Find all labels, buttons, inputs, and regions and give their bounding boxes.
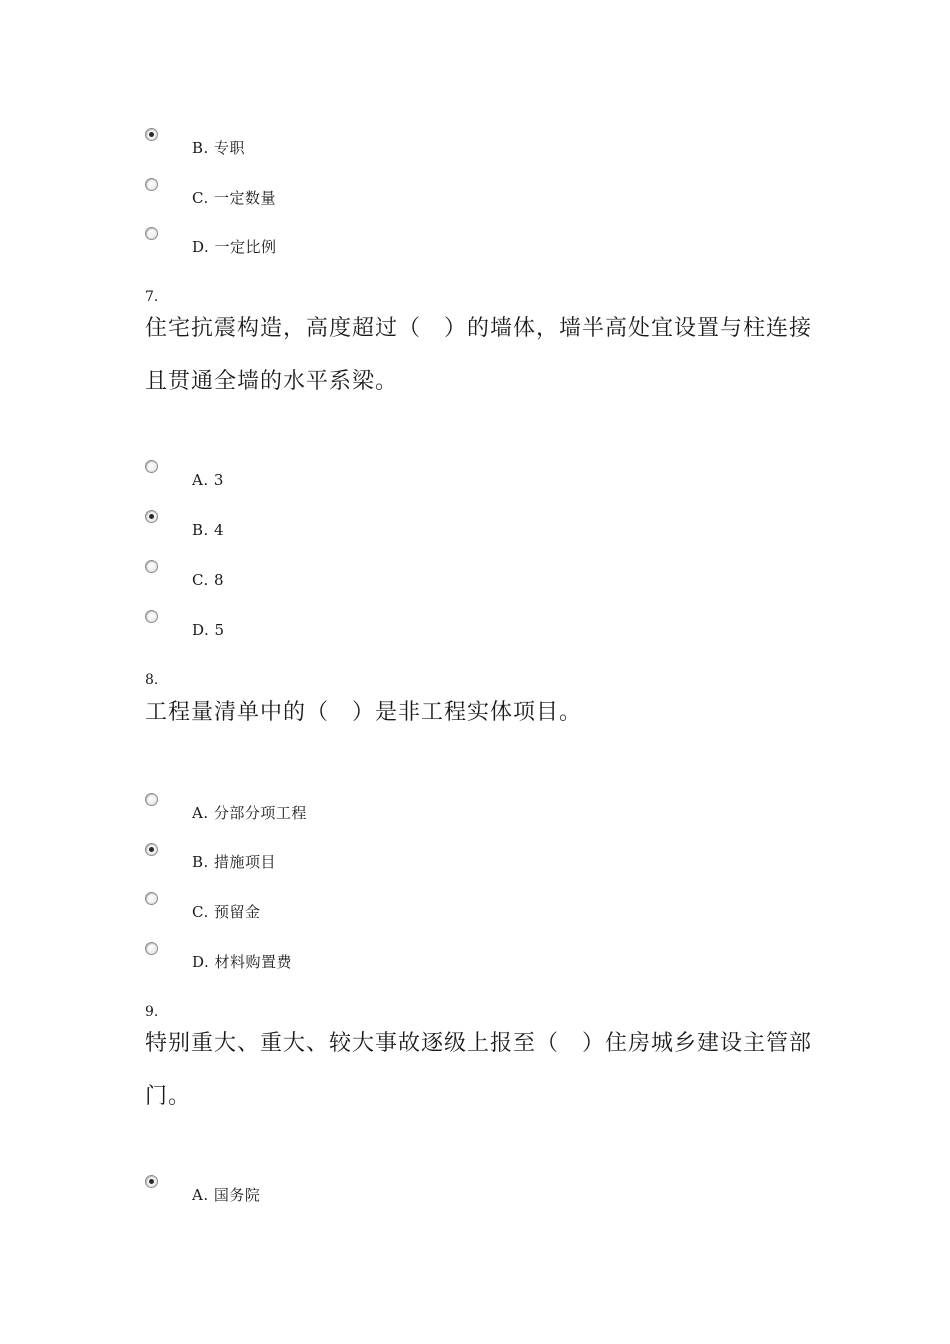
- q9-option-a-radio[interactable]: [145, 1175, 158, 1188]
- q6-option-c-label: C. 一定数量: [192, 189, 276, 207]
- q9-option-a-label: A. 国务院: [192, 1186, 261, 1204]
- q8-option-a-radio[interactable]: [145, 793, 158, 806]
- q8-option-a-label: A. 分部分项工程: [192, 804, 307, 822]
- q7-option-a-radio[interactable]: [145, 460, 158, 473]
- q8-option-d-radio[interactable]: [145, 942, 158, 955]
- q7-text: 住宅抗震构造，高度超过（ ）的墙体，墙半高处宜设置与柱连接且贯通全墙的水平系梁。: [145, 316, 813, 394]
- q9-text: 特别重大、重大、较大事故逐级上报至（ ）住房城乡建设主管部门。: [145, 1031, 813, 1109]
- q8-option-b-label: B. 措施项目: [192, 853, 277, 871]
- q7-option-c-label: C. 8: [192, 571, 225, 589]
- q6-option-d-label: D. 一定比例: [192, 238, 277, 256]
- q9-number: 9.: [145, 1004, 159, 1020]
- q8-text: 工程量清单中的（ ）是非工程实体项目。: [145, 700, 583, 725]
- q6-option-b-label: B. 专职: [192, 139, 246, 157]
- q7-option-a-label: A. 3: [192, 471, 224, 489]
- q7-option-d-radio[interactable]: [145, 610, 158, 623]
- q8-option-c-label: C. 预留金: [192, 903, 261, 921]
- q7-number: 7.: [145, 289, 159, 305]
- q7-option-d-label: D. 5: [192, 621, 225, 639]
- q6-option-b-radio[interactable]: [145, 128, 158, 141]
- q8-number: 8.: [145, 672, 159, 688]
- q8-option-c-radio[interactable]: [145, 892, 158, 905]
- q6-option-d-radio[interactable]: [145, 227, 158, 240]
- q8-option-b-radio[interactable]: [145, 843, 158, 856]
- q8-option-d-label: D. 材料购置费: [192, 953, 293, 971]
- q7-option-b-label: B. 4: [192, 521, 225, 539]
- q7-option-c-radio[interactable]: [145, 560, 158, 573]
- q7-option-b-radio[interactable]: [145, 510, 158, 523]
- q6-option-c-radio[interactable]: [145, 178, 158, 191]
